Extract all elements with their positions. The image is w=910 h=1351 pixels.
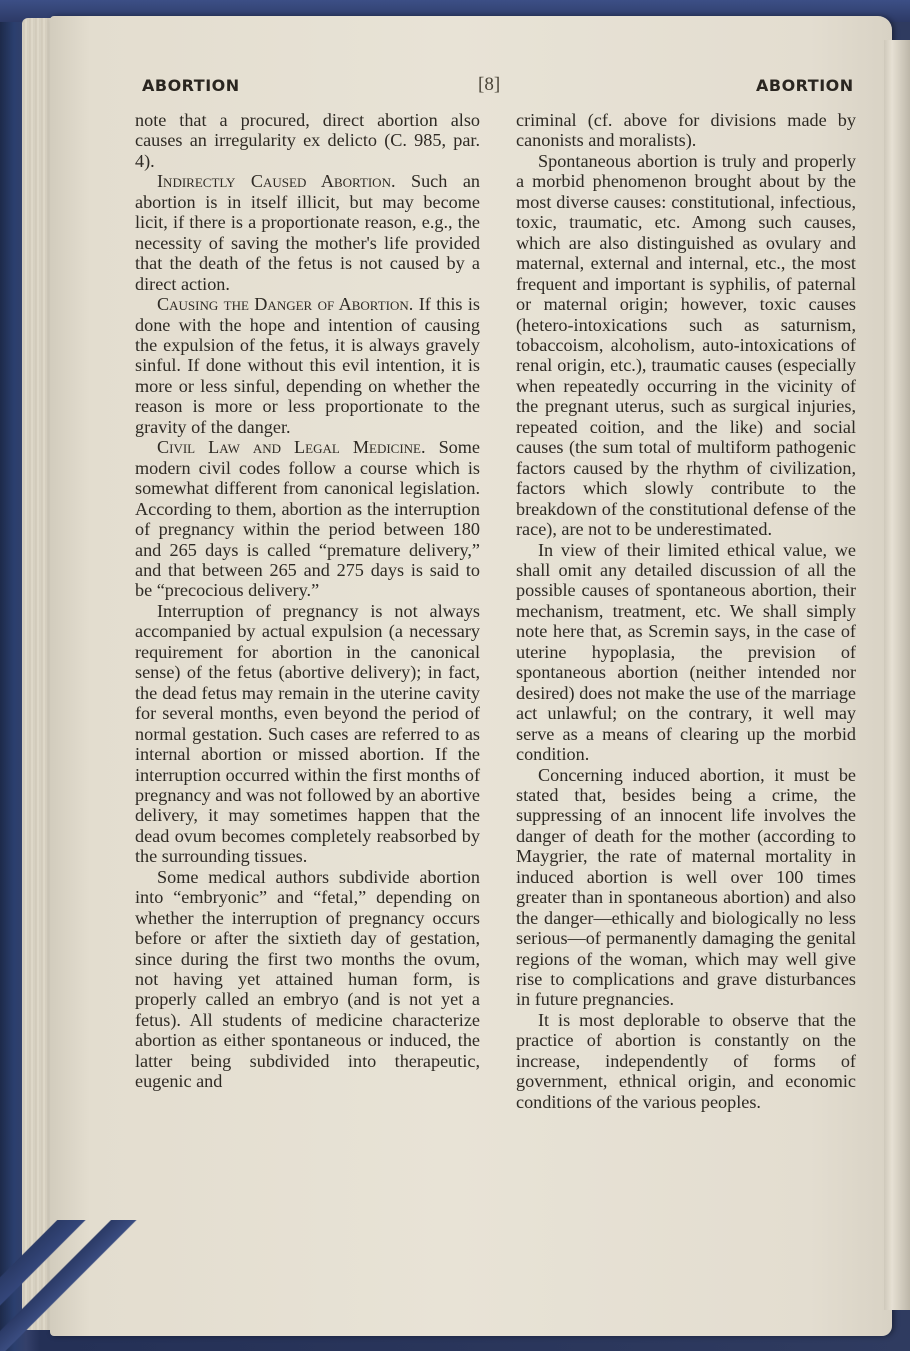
left-column <box>135 110 480 1092</box>
paragraph-text: Some modern civil codes follow a course which is somewhat different from canonical legislation. According to them, abortion as the interruption of pregnancy within the period between 180 and 265 days is called “premature delivery,” and that between 265 and 275 days is said to be “precocious delivery.” <box>135 437 480 601</box>
paragraph: In view of their limited ethical value, we shall omit any detailed discussion of all the possible causes of spontaneous abortion, their mechanism, treatment, etc. We shall simply note here that, as Scremin says, in the case of uterine hypoplasia, the prevision of spontaneous abortion (neither intended nor desired) does not make the use of the marriage act unlawful; on the contrary, it well may serve as a means of clearing up the morbid condition. <box>516 539 856 765</box>
paragraph <box>135 294 480 437</box>
page-number: [8] <box>478 74 501 95</box>
paragraph: note that a procured, direct abortion also causes an irregularity ex delicto (C. 985, par. 4). <box>135 110 480 171</box>
paragraph: criminal (cf. above for divisions made by canonists and moralists). <box>516 110 856 151</box>
paragraph: Some medical authors subdivide abortion into “embryonic” and “fetal,” depending on whether the interruption of pregnancy occurs before or after the sixtieth day of gestation, since during the first two months the ovum, not having yet attained human form, is properly called an embryo (and is not yet a fetus). All students of medicine characterize abortion as either spontaneous or induced, the latter being subdivided into therapeutic, eugenic and <box>135 866 480 1092</box>
paragraph: Concerning induced abortion, it must be stated that, besides being a crime, the suppressing of an innocent life involves the danger of death for the mother (according to Maygrier, the rate of maternal mortality in induced abortion is well over 100 times greater than in spontaneous abortion) and also the danger—ethically and biologically no less serious—of permanently damaging the genital regions of the woman, which may well give rise to complications and grave disturbances in future pregnancies. <box>516 764 856 1010</box>
section-heading: Civil Law and Legal Medicine. <box>157 437 426 458</box>
paragraph <box>135 171 480 294</box>
cover-corner <box>0 1220 150 1351</box>
section-heading: Indirectly Caused Abortion. <box>157 171 396 192</box>
paragraph <box>135 437 480 601</box>
section-heading: Causing the Danger of Abortion. <box>157 294 414 315</box>
paragraph: Interruption of pregnancy is not always accompanied by actual expulsion (a necessary requirement for abortion in the canonical sense) of the fetus (abortive delivery); in fact, the dead fetus may remain in the uterine cavity for several months, even beyond the period of normal gestation. Such cases are referred to as internal abortion or missed abortion. If the interruption occurred within the first months of pregnancy and was not followed by an abortive delivery, it may sometimes happen that the dead ovum becomes completely reabsorbed by the surrounding tissues. <box>135 600 480 867</box>
paragraph: Spontaneous abortion is truly and properly a morbid phenomenon brought about by the most diverse causes: constitutional, infectious, toxic, traumatic, etc. Among such causes, which are also distinguished as ovulary and maternal, external and internal, etc., the most frequent and important is syphilis, of paternal or maternal origin; however, toxic causes (hetero-intoxications such as saturnism, tobaccoism, alcoholism, auto-intoxications of renal origin, etc.), traumatic causes (especially when repeatedly occurring in the vicinity of the pregnant uterus, such as surgical injuries, repeated coition, and the like) and social causes (the sum total of multiform pathogenic factors caused by the rhythm of civilization, factors which slowly contribute to the breakdown of the constitutional defense of the race), are not to be underestimated. <box>516 150 856 540</box>
page-right-edge <box>884 40 910 1310</box>
paragraph-text: Such an abortion is in itself illicit, but may become licit, if there is a proportionate reason, e.g., the necessity of saving the mother's life provided that the death of the fetus is not caused by a direct action. <box>135 171 480 294</box>
running-header-left: ABORTION <box>142 76 240 95</box>
right-column <box>516 110 856 1112</box>
paragraph-text: If this is done with the hope and intention of causing the expulsion of the fetus, it is always gravely sinful. If done without this evil intention, it is more or less sinful, depending on whether the reason is more or less proportionate to the gravity of the danger. <box>135 294 480 437</box>
running-header-right: ABORTION <box>756 76 854 95</box>
paragraph: It is most deplorable to observe that the practice of abortion is constantly on the increase, independently of forms of government, ethnical origin, and economic conditions of the various peoples. <box>516 1009 856 1112</box>
